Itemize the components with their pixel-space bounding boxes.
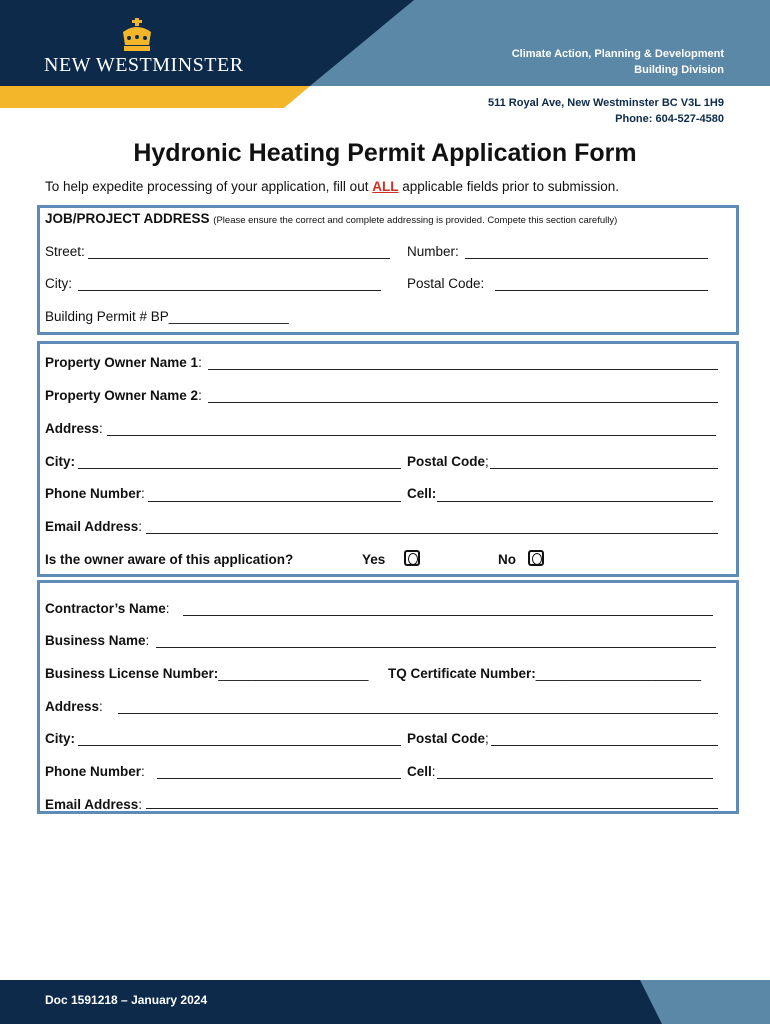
crown-logo-icon <box>120 18 154 54</box>
contractor-postal-text: Postal Code <box>407 731 486 746</box>
owner-name1-text: Property Owner Name 1 <box>45 355 199 370</box>
division-name: Building Division <box>634 64 724 76</box>
tq-field[interactable]: ______________________ <box>535 666 701 681</box>
contractor-cell-label: Cell: <box>407 764 436 779</box>
no-label: No <box>498 552 516 567</box>
owner-name1-label: Property Owner Name 1: <box>45 355 202 370</box>
department-block <box>512 46 724 78</box>
job-city-label: City: <box>45 276 72 291</box>
job-city-field[interactable] <box>78 290 381 291</box>
intro-after: applicable fields prior to submission. <box>398 179 620 194</box>
office-address: 511 Royal Ave, New Westminster BC V3L 1H9 <box>488 97 724 109</box>
owner-cell-field[interactable] <box>437 501 713 502</box>
owner-email-field[interactable] <box>146 533 718 534</box>
contractor-name-field[interactable] <box>183 615 713 616</box>
contractor-city-label: City: <box>45 731 75 746</box>
street-field[interactable] <box>88 258 390 259</box>
owner-postal-field[interactable] <box>490 468 718 469</box>
street-label: Street: <box>45 244 85 259</box>
license-label <box>45 666 368 681</box>
contractor-phone-field[interactable] <box>157 778 401 779</box>
document-id: Doc 1591218 – January 2024 <box>45 993 208 1007</box>
owner-name1-field[interactable] <box>208 369 718 370</box>
owner-postal-label: Postal Code; <box>407 454 489 469</box>
job-section-heading <box>45 211 617 226</box>
owner-city-field[interactable] <box>78 468 401 469</box>
owner-address-label: Address: <box>45 421 103 436</box>
yes-label: Yes <box>362 552 386 567</box>
contractor-city-field[interactable] <box>78 745 401 746</box>
job-note: (Please ensure the correct and complete addressing is provided. Compete this section carefully) <box>213 215 618 226</box>
department-name: Climate Action, Planning & Development <box>511 48 724 60</box>
contractor-postal-field[interactable] <box>491 745 718 746</box>
job-postal-field[interactable] <box>495 290 708 291</box>
license-field[interactable]: ____________________ <box>218 666 369 681</box>
owner-phone-text: Phone Number <box>45 486 142 501</box>
owner-email-label: Email Address: <box>45 519 143 534</box>
tq-text: TQ Certificate Number: <box>388 666 536 681</box>
contractor-email-field[interactable] <box>146 808 718 809</box>
business-name-field[interactable] <box>156 647 716 648</box>
owner-aware-question: Is the owner aware of this application? <box>45 552 294 567</box>
logo-text: NEW WESTMINSTER <box>44 54 244 76</box>
owner-address-field[interactable] <box>107 435 716 436</box>
contractor-cell-field[interactable] <box>437 778 713 779</box>
owner-section <box>37 341 739 577</box>
contractor-phone-label: Phone Number: <box>45 764 145 779</box>
job-heading: JOB/PROJECT ADDRESS <box>45 211 210 226</box>
intro-before: To help expedite processing of your application, fill out <box>45 179 373 194</box>
owner-cell-label: Cell: <box>407 486 437 501</box>
contractor-address-label: Address: <box>45 699 103 714</box>
owner-name2-label: Property Owner Name 2: <box>45 388 202 403</box>
contractor-name-text: Contractor’s Name <box>45 601 166 616</box>
owner-address-text: Address <box>45 421 100 436</box>
owner-name2-text: Property Owner Name 2 <box>45 388 199 403</box>
contractor-cell-text: Cell <box>407 764 432 779</box>
contractor-address-text: Address <box>45 699 100 714</box>
contractor-postal-label: Postal Code; <box>407 731 489 746</box>
page-title: Hydronic Heating Permit Application Form <box>133 139 637 167</box>
business-name-label: Business Name: <box>45 633 150 648</box>
yes-checkbox[interactable] <box>404 550 420 566</box>
owner-phone-field[interactable] <box>148 501 401 502</box>
owner-email-text: Email Address <box>45 519 139 534</box>
owner-phone-label: Phone Number: <box>45 486 145 501</box>
contractor-email-label: Email Address: <box>45 797 143 812</box>
license-text: Business License Number: <box>45 666 219 681</box>
contractor-address-field[interactable] <box>118 713 718 714</box>
tq-label <box>388 666 701 681</box>
business-name-text: Business Name <box>45 633 146 648</box>
contractor-name-label: Contractor’s Name: <box>45 601 170 616</box>
no-checkbox[interactable] <box>528 550 544 566</box>
contractor-phone-text: Phone Number <box>45 764 142 779</box>
number-field[interactable] <box>465 258 708 259</box>
job-postal-label: Postal Code: <box>407 276 485 291</box>
owner-name2-field[interactable] <box>208 402 718 403</box>
building-permit-field[interactable]: Building Permit # BP________________ <box>45 309 289 324</box>
owner-postal-text: Postal Code <box>407 454 486 469</box>
office-phone: Phone: 604-527-4580 <box>615 113 724 125</box>
contractor-email-text: Email Address <box>45 797 139 812</box>
address-block <box>488 95 724 127</box>
intro-emphasis: ALL <box>372 179 399 194</box>
owner-city-label: City: <box>45 454 75 469</box>
number-label: Number: <box>407 244 459 259</box>
intro-text <box>45 179 619 194</box>
